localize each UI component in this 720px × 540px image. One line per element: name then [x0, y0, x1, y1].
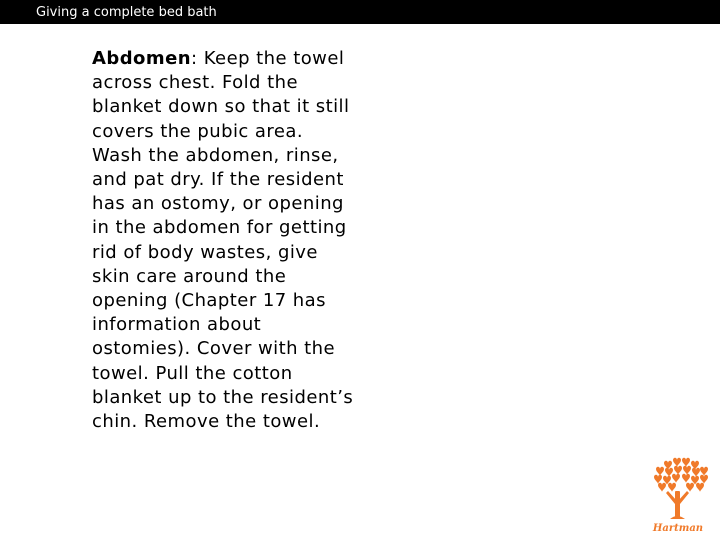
header-bar — [0, 0, 720, 24]
section-heading: Abdomen — [92, 48, 191, 69]
instruction-text: Keep the towel across chest. Fold the blanket down so that it still covers the pubic area. Wash the abdomen, rinse, and pat dry. If the resident has an ostomy, or opening in the abdomen for getting rid of body wastes, give skin care around the opening (Chapter 17 has information about ostomies). Cover with the towel. Pull the cotton blanket up to the resident’s chin. Remove the towel. — [92, 48, 354, 433]
hartman-logo — [642, 455, 714, 535]
slide-title: Giving a complete bed bath — [36, 5, 217, 20]
tree-trunk-icon — [666, 491, 689, 519]
logo-wordmark: Hartman — [652, 523, 704, 534]
heart-canopy-icon — [654, 458, 708, 492]
body-paragraph — [92, 47, 354, 434]
heading-separator: : — [191, 48, 204, 69]
